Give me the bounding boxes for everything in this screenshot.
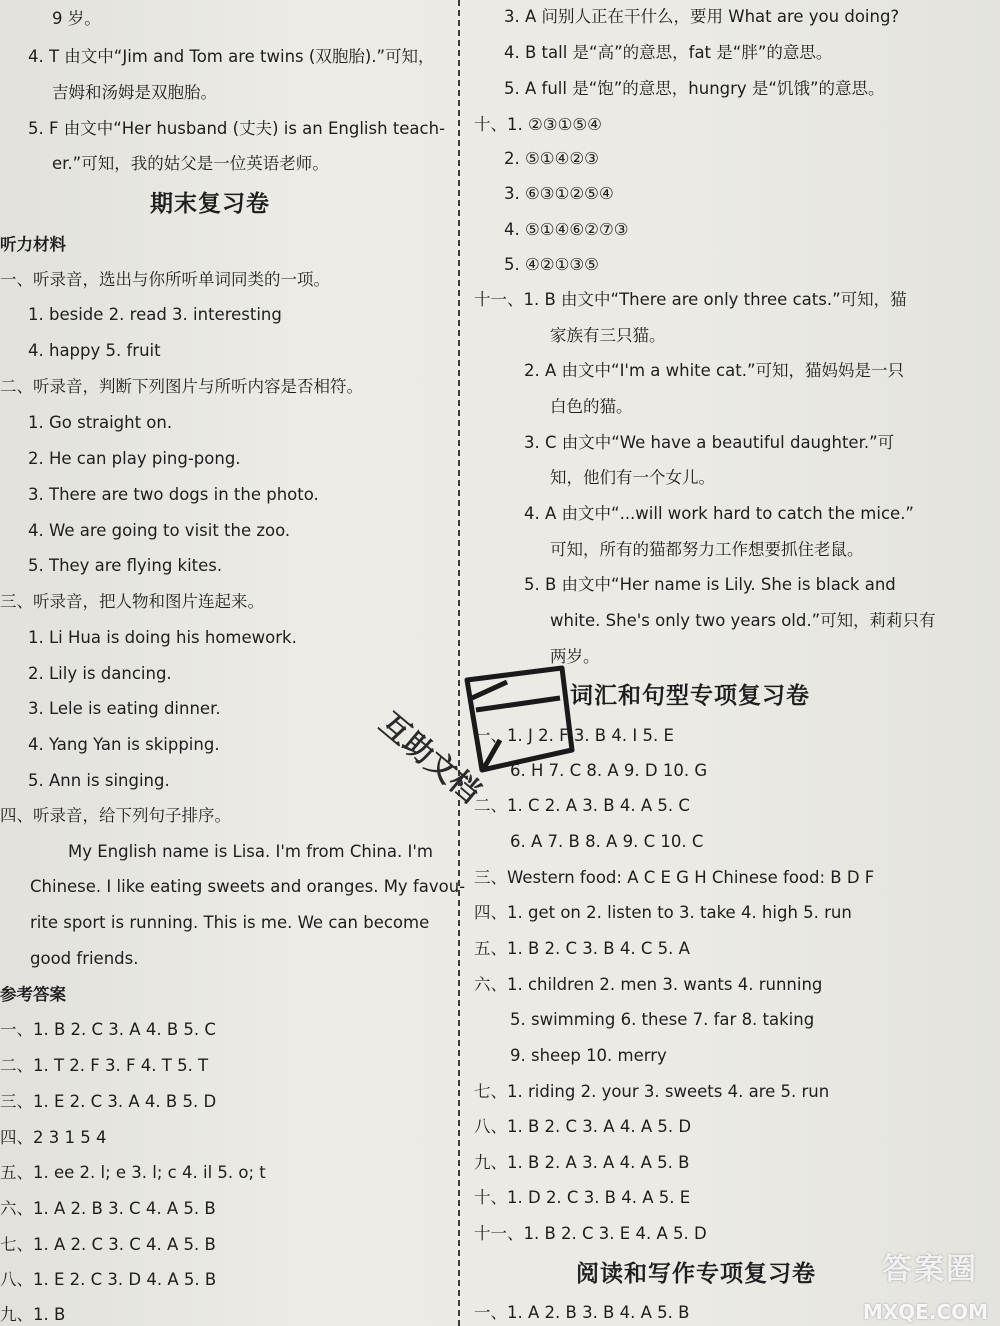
text-line: 9 岁。 <box>52 9 101 28</box>
text-line: good friends. <box>30 949 139 968</box>
text-line: Chinese. I like eating sweets and oranges. My favou- <box>30 877 466 896</box>
text-line: 两岁。 <box>550 647 600 666</box>
text-line: er.”可知，我的姑父是一位英语老师。 <box>52 154 329 173</box>
text-line: 三、Western food: A C E G H Chinese food: B D F <box>474 868 875 887</box>
text-line: rite sport is running. This is me. We can become <box>30 913 430 932</box>
text-line: 家族有三只猫。 <box>550 326 666 345</box>
text-line: 2. ⑤①④②③ <box>504 149 599 168</box>
section-title: 词汇和句型专项复习卷 <box>570 683 810 709</box>
text-line: 七、1. A 2. C 3. C 4. A 5. B <box>0 1235 216 1254</box>
section-title: 期末复习卷 <box>150 191 270 217</box>
text-line: white. She's only two years old.”可知，莉莉只有 <box>550 611 936 630</box>
text-line: 3. Lele is eating dinner. <box>28 699 221 718</box>
text-line: 5. swimming 6. these 7. far 8. taking <box>510 1010 815 1029</box>
text-line: 听力材料 <box>0 235 66 254</box>
text-line: 1. beside 2. read 3. interesting <box>28 305 282 324</box>
text-line: 6. H 7. C 8. A 9. D 10. G <box>510 761 708 780</box>
text-line: 4. We are going to visit the zoo. <box>28 521 291 540</box>
text-line: 七、1. riding 2. your 3. sweets 4. are 5. run <box>474 1082 830 1101</box>
text-line: 八、1. B 2. C 3. A 4. A 5. D <box>474 1117 692 1136</box>
text-line: 一、1. A 2. B 3. B 4. A 5. B <box>474 1303 690 1322</box>
text-line: 九、1. B 2. A 3. A 4. A 5. B <box>474 1153 690 1172</box>
text-line: 6. A 7. B 8. A 9. C 10. C <box>510 832 704 851</box>
text-line: 3. There are two dogs in the photo. <box>28 485 319 504</box>
text-line: 十、1. D 2. C 3. B 4. A 5. E <box>474 1188 691 1207</box>
text-line: 二、听录音，判断下列图片与所听内容是否相符。 <box>0 377 363 396</box>
text-line: 2. Lily is dancing. <box>28 664 172 683</box>
text-line: 5. B 由文中“Her name is Lily. She is black and <box>524 575 896 594</box>
text-line: 吉姆和汤姆是双胞胎。 <box>52 83 217 102</box>
text-line: 三、听录音，把人物和图片连起来。 <box>0 592 264 611</box>
text-line: 5. A full 是“饱”的意思，hungry 是“饥饿”的意思。 <box>504 79 885 98</box>
text-line: 四、1. get on 2. listen to 3. take 4. high 5. run <box>474 903 852 922</box>
text-line: 一、1. B 2. C 3. A 4. B 5. C <box>0 1020 216 1039</box>
text-line: 2. He can play ping-pong. <box>28 449 241 468</box>
text-line: 四、2 3 1 5 4 <box>0 1128 107 1147</box>
text-line: 八、1. E 2. C 3. D 4. A 5. B <box>0 1270 217 1289</box>
text-line: 二、1. T 2. F 3. F 4. T 5. T <box>0 1056 209 1075</box>
text-line: 4. happy 5. fruit <box>28 341 161 360</box>
text-line: 9. sheep 10. merry <box>510 1046 667 1065</box>
text-line: 参考答案 <box>0 985 66 1004</box>
text-line: 十一、1. B 由文中“There are only three cats.”可知，猫 <box>474 290 907 309</box>
text-line: My English name is Lisa. I'm from China. I'm <box>68 842 433 861</box>
text-line: 六、1. children 2. men 3. wants 4. running <box>474 975 823 994</box>
text-line: 2. A 由文中“I'm a white cat.”可知，猫妈妈是一只 <box>524 361 904 380</box>
text-line: 5. Ann is singing. <box>28 771 170 790</box>
text-line: 一、听录音，选出与你所听单词同类的一项。 <box>0 270 330 289</box>
text-line: 5. F 由文中“Her husband (丈夫) is an English teach- <box>28 119 446 138</box>
text-line: 5. They are flying kites. <box>28 556 223 575</box>
text-line: 3. ⑥③①②⑤④ <box>504 184 614 203</box>
text-line: 1. Go straight on. <box>28 413 173 432</box>
text-line: 六、1. A 2. B 3. C 4. A 5. B <box>0 1199 216 1218</box>
text-line: 4. B tall 是“高”的意思，fat 是“胖”的意思。 <box>504 43 833 62</box>
text-line: 白色的猫。 <box>550 397 633 416</box>
text-line: 十一、1. B 2. C 3. E 4. A 5. D <box>474 1224 707 1243</box>
text-line: 三、1. E 2. C 3. A 4. B 5. D <box>0 1092 217 1111</box>
text-line: 二、1. C 2. A 3. B 4. A 5. C <box>474 796 690 815</box>
text-line: 十、1. ②③①⑤④ <box>474 115 602 134</box>
corner-logo: 答案圈 <box>882 1252 978 1287</box>
text-line: 3. C 由文中“We have a beautiful daughter.”可 <box>524 433 895 452</box>
text-line: 4. A 由文中“...will work hard to catch the mice.” <box>524 504 914 523</box>
corner-url: MXQE.COM <box>862 1300 988 1324</box>
text-line: 九、1. B <box>0 1305 66 1324</box>
text-line: 4. Yang Yan is skipping. <box>28 735 220 754</box>
text-line: 4. T 由文中“Jim and Tom are twins (双胞胎).”可知， <box>28 47 435 66</box>
text-line: 5. ④②①③⑤ <box>504 255 599 274</box>
text-line: 一、1. J 2. F 3. B 4. I 5. E <box>474 726 674 745</box>
text-line: 4. ⑤①④⑥②⑦③ <box>504 220 629 239</box>
text-line: 五、1. B 2. C 3. B 4. C 5. A <box>474 939 690 958</box>
text-line: 可知，所有的猫都努力工作想要抓住老鼠。 <box>550 540 864 559</box>
text-line: 五、1. ee 2. l; e 3. l; c 4. il 5. o; t <box>0 1163 266 1182</box>
text-line: 1. Li Hua is doing his homework. <box>28 628 297 647</box>
text-line: 四、听录音，给下列句子排序。 <box>0 806 231 825</box>
watermark-text: 互助文档 <box>372 706 487 811</box>
section-title: 阅读和写作专项复习卷 <box>576 1261 816 1287</box>
text-line: 知，他们有一个女儿。 <box>550 468 715 487</box>
text-line: 3. A 问别人正在干什么，要用 What are you doing? <box>504 7 900 26</box>
